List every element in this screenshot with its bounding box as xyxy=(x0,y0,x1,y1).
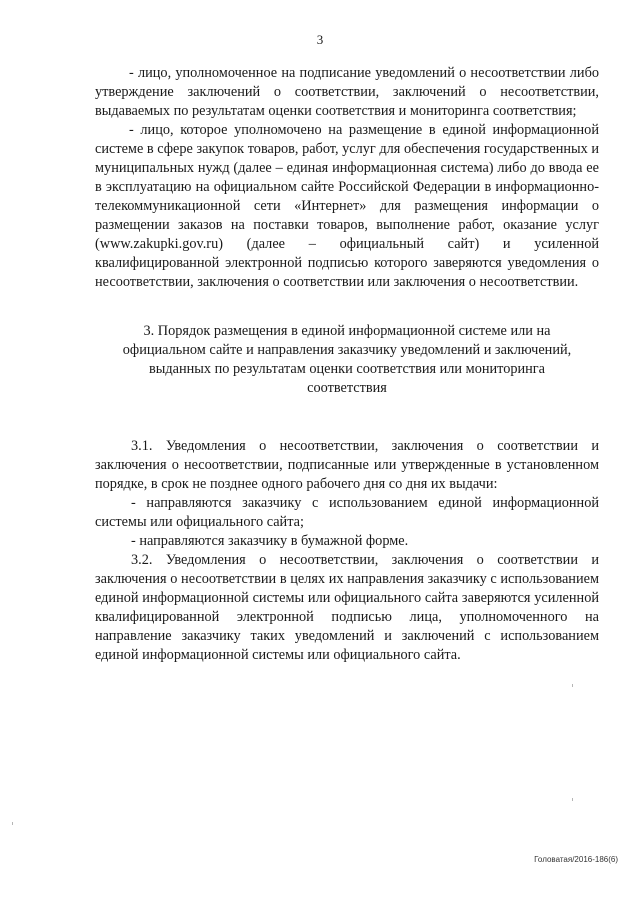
section-paragraph: 3.1. Уведомления о несоответствии, заключения о соответствии и заключения о несоответствии, подписанные или утвержденные в установленном порядке, в срок не позднее одного рабочего дня со дня их выдачи: xyxy=(95,438,599,492)
section-paragraph: 3.2. Уведомления о несоответствии, заключения о соответствии и заключения о несоответствии в целях их направления заказчику с использованием единой информационной системы или официального сайта заверяются усиленной квалифицированной электронной подписью лица, уполномоченного на направление заказчику таких уведомлений и заключений с использованием единой информационной системы или официального сайта. xyxy=(95,552,599,663)
scan-speck xyxy=(12,822,13,825)
footer-reference: Головатая/2016-186(6) xyxy=(534,855,618,864)
section-heading-line: 3. Порядок размещения в единой информационной системе или на xyxy=(143,323,551,339)
section-heading-line: официальном сайте и направления заказчику уведомлений и заключений, xyxy=(122,342,572,358)
intro-paragraph: - лицо, уполномоченное на подписание уведомлений о несоответствии либо утверждение заключений о соответствии, заключений о несоответствии, выдаваемых по результатам оценки соответствия и мониторинга соответствия; xyxy=(95,65,599,119)
section-heading-line: выданных по результатам оценки соответствия или мониторинга xyxy=(148,361,546,377)
section-body xyxy=(95,437,599,665)
intro-paragraph: - лицо, которое уполномочено на размещение в единой информационной системе в сфере закупок товаров, работ, услуг для обеспечения государственных и муниципальных нужд (далее – единая информационная система) либо до ввода ее в эксплуатацию на официальном сайте Российской Федерации в информационно-телекоммуникационной сети «Интернет» для размещения информации о размещении заказов на поставки товаров, выполнение работ, оказание услуг (www.zakupki.gov.ru) (далее – официальный сайт) и усиленной квалифицированной электронной подписью которого заверяются уведомления о несоответствии, заключения о соответствии или заключения о несоответствии. xyxy=(95,122,599,290)
intro-block xyxy=(95,64,599,292)
scan-speck xyxy=(572,684,573,687)
page-number: 3 xyxy=(316,32,324,47)
section-heading-line: соответствия xyxy=(307,380,387,396)
section-heading xyxy=(95,322,599,398)
section-paragraph: - направляются заказчику в бумажной форме. xyxy=(131,533,409,549)
scan-speck xyxy=(572,798,573,801)
section-paragraph: - направляются заказчику с использованием единой информационной системы или официального сайта; xyxy=(95,495,599,530)
